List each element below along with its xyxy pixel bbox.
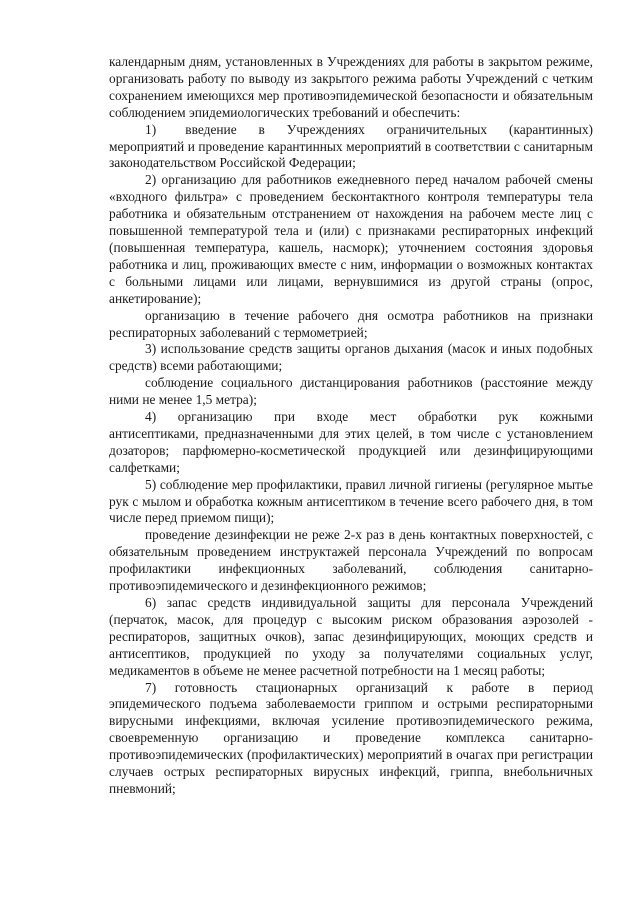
paragraph-item-2: 2) организацию для работников ежедневного перед началом рабочей смены «входного фильтра» с проведением бесконтактного контроля температуры тела работника и обязательным отстранением от нахождения на рабочем месте лиц с повышенной температурой тела и (или) с признаками респираторных инфекций (повышенная температура, кашель, насморк); уточнением состояния здоровья работника и лиц, проживающих вместе с ним, информации о возможных контактах с больными лицами или лицами, вернувшимися из другой страны (опрос, анкетирование); <box>109 172 593 306</box>
paragraph-item-4: 4) организацию при входе мест обработки рук кожными антисептиками, предназначенными для этих целей, в том числе с установлением дозаторов; парфюмерно-косметической продукцией или дезинфицирующими салфетками; <box>109 409 593 475</box>
paragraph-item-3: 3) использование средств защиты органов дыхания (масок и иных подобных средств) всеми работающими; <box>109 341 593 374</box>
paragraph-item-1: 1) введение в Учреждениях ограничительных (карантинных) мероприятий и проведение карантинных мероприятий в соответствии с санитарным законодательством Российской Федерации; <box>109 121 593 171</box>
paragraph-item-5: 5) соблюдение мер профилактики, правил личной гигиены (регулярное мытье рук с мылом и обработка кожным антисептиком в течение всего рабочего дня, в том числе перед приемом пищи); <box>109 476 593 526</box>
paragraph-item-2-continued: организацию в течение рабочего дня осмотра работников на признаки респираторных заболеваний с термометрией; <box>109 307 593 340</box>
paragraph-item-5-continued: проведение дезинфекции не реже 2-х раз в день контактных поверхностей, с обязательным проведением инструктажей персонала Учреждений по вопросам профилактики инфекционных заболеваний, соблюдения санитарно-противоэпидемического и дезинфекционного режимов; <box>109 527 593 594</box>
paragraph-continuation: календарным дням, установленных в Учреждениях для работы в закрытом режиме, организовать работу по выводу из закрытого режима работы Учреждений с четким сохранением имеющихся мер противоэпидемической безопасности и обязательным соблюдением эпидемиологических требований и обеспечить: <box>109 54 593 120</box>
paragraph-item-3-continued: соблюдение социального дистанцирования работников (расстояние между ними не менее 1,5 метра); <box>109 375 593 408</box>
document-page <box>109 54 593 798</box>
paragraph-item-7: 7) готовность стационарных организаций к работе в период эпидемического подъема заболеваемости гриппом и острыми респираторными вирусными инфекциями, включая усиление противоэпидемического режима, своевременную организацию и проведение комплекса санитарно-противоэпидемических (профилактических) мероприятий в очагах при регистрации случаев острых респираторных вирусных инфекций, гриппа, внебольничных пневмоний; <box>109 679 593 796</box>
paragraph-item-6: 6) запас средств индивидуальной защиты для персонала Учреждений (перчаток, масок, для процедур с высоким риском образования аэрозолей - респираторов, защитных очков), запас дезинфицирующих, моющих средств и антисептиков, продукцией по уходу за получателями социальных услуг, медикаментов в объеме не менее расчетной потребности на 1 месяц работы; <box>109 595 593 678</box>
